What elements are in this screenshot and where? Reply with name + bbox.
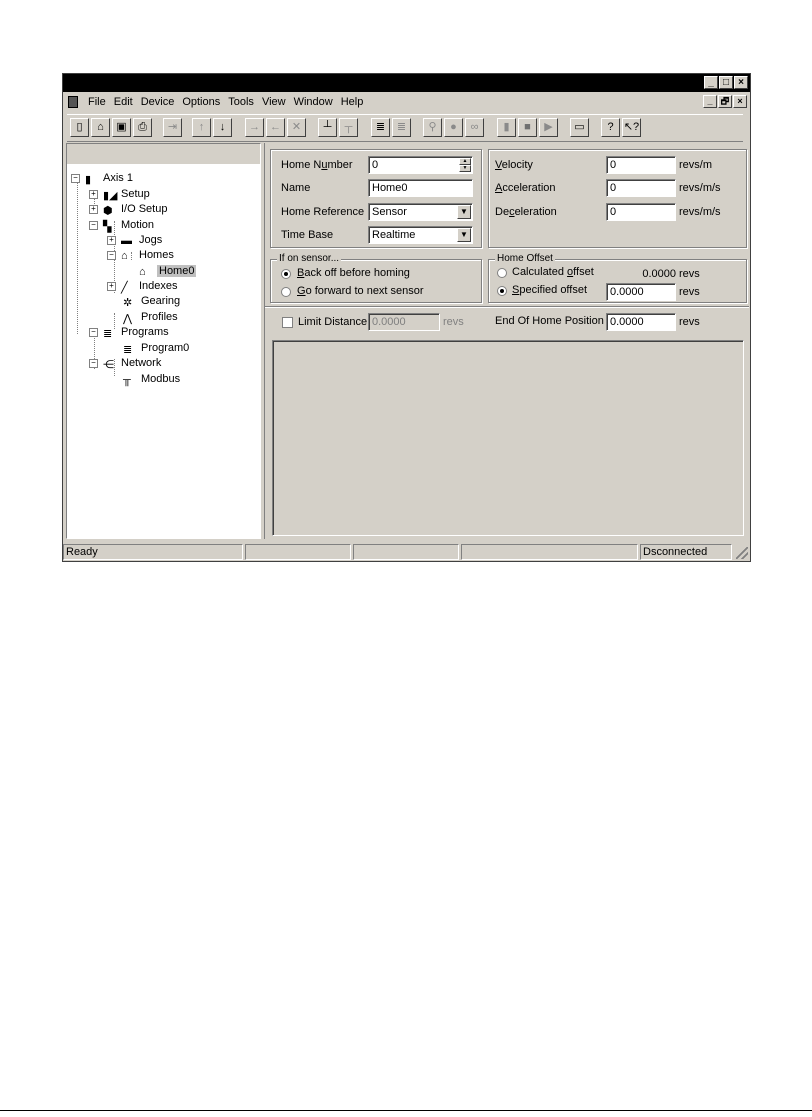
print-icon[interactable]: ⎙ — [133, 118, 152, 137]
deceleration-field[interactable]: 0 — [606, 203, 676, 221]
calculated-offset-label[interactable]: Calculated offset — [512, 266, 594, 278]
back-off-radio[interactable] — [281, 269, 291, 279]
tree-label: I/O Setup — [121, 203, 168, 215]
status-pane-4 — [461, 544, 638, 560]
network-icon: ⋲ — [103, 358, 114, 371]
remove-icon[interactable]: ┬ — [339, 118, 358, 137]
app-window — [62, 73, 751, 562]
insert-icon[interactable]: → — [245, 118, 264, 137]
specified-offset-radio[interactable] — [497, 286, 507, 296]
tree-label: Motion — [121, 219, 155, 231]
modbus-icon: ╥ — [123, 373, 131, 386]
time-base-select[interactable] — [368, 226, 473, 244]
close-button[interactable]: × — [734, 76, 748, 89]
home-offset-group — [488, 253, 747, 303]
go-forward-label[interactable]: Go forward to next sensor — [297, 285, 424, 297]
calculated-offset-unit: revs — [679, 268, 700, 280]
device-icon[interactable]: ▮ — [497, 118, 516, 137]
time-base-value: Realtime — [372, 229, 416, 241]
page-divider — [0, 1110, 812, 1111]
specified-offset-unit: revs — [679, 286, 700, 298]
setup-icon: ▮◢ — [103, 189, 118, 202]
homes-icon: ⌂ — [121, 249, 128, 262]
help-alt-icon[interactable]: ● — [444, 118, 463, 137]
calculated-offset-radio[interactable] — [497, 268, 507, 278]
menu-edit[interactable]: Edit — [113, 96, 133, 108]
toolbar — [67, 114, 743, 142]
limit-distance-unit: revs — [443, 316, 464, 328]
tree-label: Homes — [139, 249, 174, 261]
menu-view[interactable]: View — [261, 96, 286, 108]
context-help-icon[interactable]: ↖? — [622, 118, 641, 137]
limit-distance-field[interactable]: 0.0000 — [368, 313, 440, 331]
specified-offset-label[interactable]: Specified offset — [512, 284, 588, 296]
home-settings-group — [270, 149, 482, 248]
tree-label: Modbus — [141, 373, 181, 385]
status-ready: Ready — [63, 544, 243, 560]
name-field[interactable]: Home0 — [368, 179, 473, 197]
status-connection: Dsconnected — [640, 544, 732, 560]
home-reference-value: Sensor — [372, 206, 407, 218]
tree-label: Indexes — [139, 280, 178, 292]
program-alt-icon[interactable]: ≣ — [392, 118, 411, 137]
tree-node-programs[interactable]: − ≣ Programs — [89, 325, 169, 339]
tree-node-gearing[interactable] — [123, 294, 180, 308]
end-of-home-field[interactable]: 0.0000 — [606, 313, 676, 331]
velocity-label: Velocity — [495, 159, 533, 171]
tree-node-axis[interactable]: − ▮ Axis 1 — [71, 171, 133, 185]
tree-node-jogs[interactable]: + ▬ Jogs — [107, 233, 162, 247]
open-icon[interactable]: ⌂ — [91, 118, 110, 137]
profile-graph-area — [272, 340, 744, 536]
tree-label: Profiles — [141, 311, 178, 323]
tree-label: Programs — [121, 326, 169, 338]
insert-range-icon[interactable]: ← — [266, 118, 285, 137]
motion-icon: ▚ — [103, 220, 112, 233]
on-sensor-group — [270, 253, 482, 303]
deceleration-label: Deceleration — [495, 206, 557, 218]
tree-node-indexes[interactable]: + ╱ Indexes — [107, 279, 178, 293]
menu-window[interactable]: Window — [293, 96, 333, 108]
tree-node-program0[interactable] — [123, 341, 189, 355]
velocity-unit: revs/m — [679, 159, 712, 171]
tree-header — [67, 144, 260, 165]
tree-node-home0[interactable] — [139, 264, 196, 278]
acceleration-field[interactable]: 0 — [606, 179, 676, 197]
acceleration-unit: revs/m/s — [679, 182, 721, 194]
tree-node-motion[interactable]: − ▚ Motion — [89, 218, 154, 232]
export-icon[interactable]: ⇥ — [163, 118, 182, 137]
title-bar[interactable] — [63, 74, 750, 92]
menu-options[interactable]: Options — [182, 96, 221, 108]
tree-label: Program0 — [141, 342, 190, 354]
mdi-close-button[interactable]: × — [733, 95, 747, 108]
minimize-button[interactable]: _ — [704, 76, 718, 89]
menu-file[interactable]: File — [88, 96, 106, 108]
home-offset-title: Home Offset — [497, 253, 553, 264]
add-icon[interactable]: ┴ — [318, 118, 337, 137]
end-of-home-label: End Of Home Position — [495, 315, 604, 327]
spin-up-icon[interactable]: ▲ — [459, 158, 471, 165]
acceleration-label: Acceleration — [495, 182, 556, 194]
home-number-label: Home Number — [281, 159, 353, 171]
jogs-icon: ▬ — [121, 234, 132, 247]
axis-icon: ▮ — [85, 173, 92, 186]
on-sensor-title: If on sensor... — [279, 253, 340, 264]
help-icon[interactable]: ? — [601, 118, 620, 137]
velocity-field[interactable]: 0 — [606, 156, 676, 174]
stop-icon[interactable]: ■ — [518, 118, 537, 137]
limit-distance-checkbox[interactable] — [282, 317, 293, 328]
download-icon[interactable]: ↓ — [213, 118, 232, 137]
home-number-stepper[interactable] — [368, 156, 473, 174]
upload-icon[interactable]: ↑ — [192, 118, 211, 137]
time-base-label: Time Base — [281, 229, 334, 241]
window-icon[interactable]: ▭ — [570, 118, 589, 137]
limit-distance-label[interactable]: Limit Distance — [298, 316, 368, 328]
status-pane-3 — [353, 544, 459, 560]
glasses-icon[interactable]: ∞ — [465, 118, 484, 137]
tree-node-setup[interactable]: + ▮◢ Setup — [89, 187, 150, 201]
menu-tools[interactable]: Tools — [228, 96, 254, 108]
home-properties-panel — [264, 143, 748, 539]
resize-grip-icon[interactable] — [736, 547, 748, 559]
deceleration-unit: revs/m/s — [679, 206, 721, 218]
back-off-label[interactable]: Back off before homing — [297, 267, 410, 279]
tree-node-profiles[interactable] — [123, 310, 178, 324]
home-icon: ⌂ — [139, 265, 146, 278]
profiles-icon: ⋀ — [123, 312, 133, 325]
tree-view[interactable] — [66, 143, 261, 539]
program-icon[interactable]: ≣ — [371, 118, 390, 137]
indexes-icon: ╱ — [121, 281, 128, 294]
run-icon[interactable]: ▶ — [539, 118, 558, 137]
tree-label: Gearing — [141, 295, 181, 307]
menu-bar — [63, 93, 750, 111]
calculated-offset-value: 0.0000 — [642, 268, 676, 280]
program-icon: ≣ — [123, 343, 133, 356]
save-icon[interactable]: ▣ — [112, 118, 131, 137]
end-of-home-unit: revs — [679, 316, 700, 328]
search-icon[interactable]: ⚲ — [423, 118, 442, 137]
status-pane-2 — [245, 544, 351, 560]
status-bar — [63, 544, 750, 561]
tree-node-io-setup[interactable]: + ⬢ I/O Setup — [89, 202, 167, 216]
tree-label: Network — [121, 357, 162, 369]
tree-node-homes[interactable]: − ⌂ Homes — [107, 248, 174, 262]
document-icon[interactable] — [68, 96, 78, 108]
chevron-down-icon[interactable]: ▼ — [457, 228, 471, 242]
tree-node-modbus[interactable] — [123, 372, 180, 386]
mdi-restore-button[interactable]: 🗗 — [718, 95, 732, 108]
io-setup-icon: ⬢ — [103, 204, 113, 217]
menu-help[interactable]: Help — [340, 96, 364, 108]
tree-label: Setup — [121, 188, 150, 200]
menu-device[interactable]: Device — [140, 96, 175, 108]
programs-icon: ≣ — [103, 327, 113, 340]
gearing-icon: ✲ — [123, 296, 133, 309]
tree-label-selected: Home0 — [159, 265, 195, 277]
mdi-minimize-button[interactable]: _ — [703, 95, 717, 108]
motion-settings-group — [488, 149, 747, 248]
home-reference-label: Home Reference — [281, 206, 365, 218]
tree-label: Jogs — [139, 234, 163, 246]
go-forward-radio[interactable] — [281, 287, 291, 297]
tree-label: Axis 1 — [103, 172, 133, 184]
maximize-button[interactable]: □ — [719, 76, 733, 89]
chevron-down-icon[interactable]: ▼ — [457, 205, 471, 219]
home-number-value: 0 — [372, 159, 379, 171]
delete-icon[interactable]: ✕ — [287, 118, 306, 137]
new-icon[interactable]: ▯ — [70, 118, 89, 137]
name-label: Name — [281, 182, 311, 194]
tree-node-network[interactable]: − ⋲ Network — [89, 356, 161, 370]
spin-down-icon[interactable]: ▼ — [459, 165, 471, 172]
specified-offset-field[interactable]: 0.0000 — [606, 283, 676, 301]
home-reference-select[interactable] — [368, 203, 473, 221]
